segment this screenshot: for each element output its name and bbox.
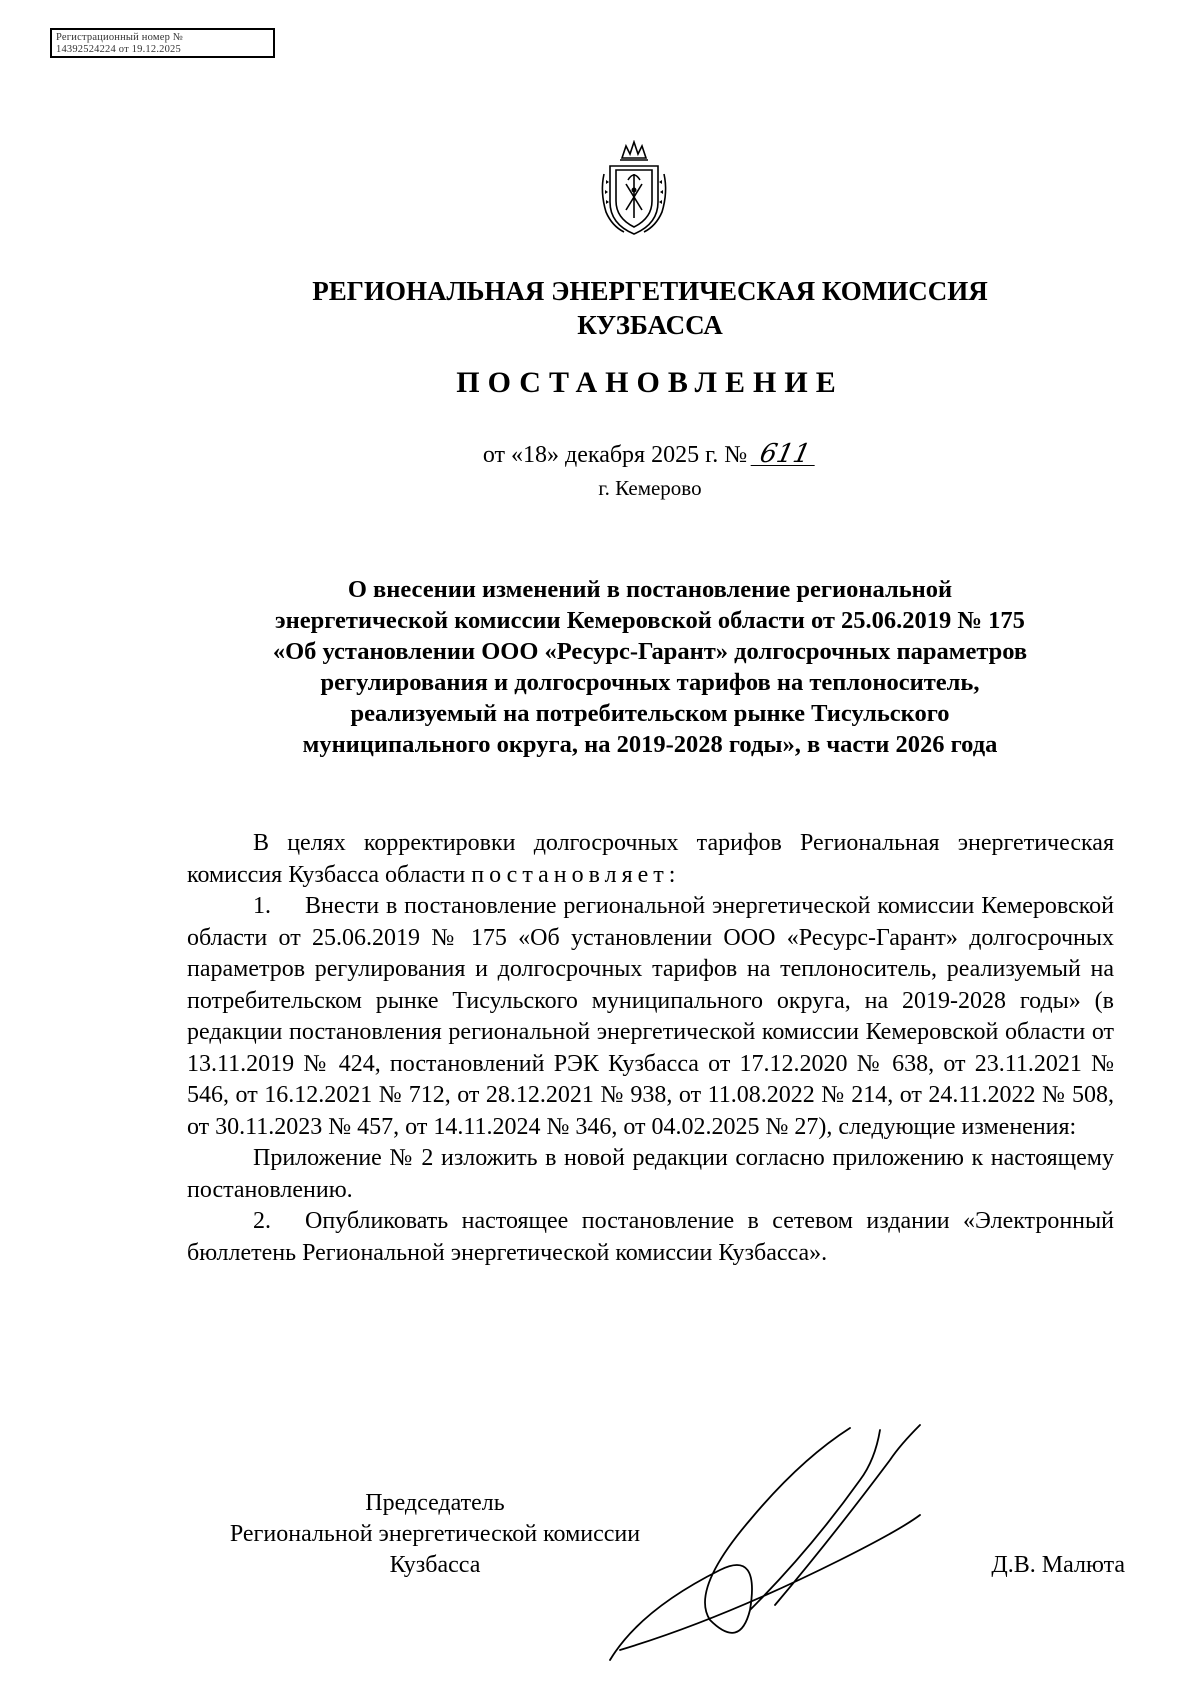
subject-line: регулирования и долгосрочных тарифов на теплоноситель,: [320, 669, 980, 696]
intro-paragraph: [187, 828, 1114, 891]
document-number: 611: [751, 443, 820, 466]
intro-verb: постановляет:: [471, 861, 681, 888]
document-body: [187, 828, 1114, 1269]
registration-stamp: [50, 28, 275, 58]
signatory-title-line-3: Кузбасса: [389, 1552, 481, 1578]
signatory-title-line-2: Региональной энергетической комиссии: [229, 1521, 641, 1547]
subject-line: реализуемый на потребительском рынке Тисульского: [350, 700, 950, 727]
item-2-number: 2.: [253, 1208, 271, 1234]
signatory-name: Д.В. Малюта: [991, 1552, 1125, 1578]
organization-line-2: КУЗБАССА: [577, 310, 723, 340]
subject-line: О внесении изменений в постановление региональной: [347, 576, 953, 603]
organization-name: [200, 274, 1100, 342]
item-1-paragraph: [187, 891, 1114, 1143]
signatory-title-line-1: Председатель: [365, 1490, 505, 1516]
item-2-paragraph: [187, 1206, 1114, 1269]
kuzbass-coat-of-arms-icon: [598, 140, 670, 238]
registration-label: Регистрационный номер №: [56, 32, 184, 43]
document-city: г. Кемерово: [598, 476, 702, 500]
item-1-number: 1.: [253, 893, 271, 919]
subject-line: муниципального округа, на 2019-2028 годы», в части 2026 года: [302, 731, 998, 758]
registration-number: 14392524224 от 19.12.2025: [56, 44, 181, 55]
item-1-subparagraph: Приложение № 2 изложить в новой редакции согласно приложению к настоящему постановлению.: [187, 1145, 1114, 1203]
handwritten-signature: [600, 1420, 1020, 1670]
document-date: от «18» декабря 2025 г. №: [482, 442, 748, 468]
document-type: ПОСТАНОВЛЕНИЕ: [456, 366, 844, 399]
intro-text: В целях корректировки долгосрочных тарифов Региональная энергетическая комиссия Кузбасса области: [187, 830, 1114, 888]
item-2-text: Опубликовать настоящее постановление в сетевом издании «Электронный бюллетень Региональной энергетической комиссии Кузбасса».: [187, 1208, 1114, 1266]
document-subject: [190, 574, 1110, 760]
subject-line: энергетической комиссии Кемеровской области от 25.06.2019 № 175: [275, 607, 1025, 634]
subject-line: «Об установлении ООО «Ресурс-Гарант» долгосрочных параметров: [272, 638, 1028, 665]
organization-line-1: РЕГИОНАЛЬНАЯ ЭНЕРГЕТИЧЕСКАЯ КОМИССИЯ: [312, 276, 988, 306]
document-date-line: [400, 439, 900, 469]
item-1-text: Внести в постановление региональной энергетической комиссии Кемеровской области от 25.06.2019 № 175 «Об установлении ООО «Ресурс-Гарант» долгосрочных параметров регулирования и долгосрочных тарифов на теплоноситель, реализуемый на потребительском рынке Тисульского муниципального округа, на 2019-2028 годы» (в редакции постановления региональной энергетической комиссии Кемеровской области от 13.11.2019 № 424, постановлений РЭК Кузбасса от 17.12.2020 № 638, от 23.11.2021 № 546, от 16.12.2021 № 712, от 28.12.2021 № 938, от 11.08.2022 № 214, от 24.11.2022 № 508, от 30.11.2023 № 457, от 14.11.2024 № 346, от 04.02.2025 № 27), следующие изменения:: [187, 893, 1114, 1140]
